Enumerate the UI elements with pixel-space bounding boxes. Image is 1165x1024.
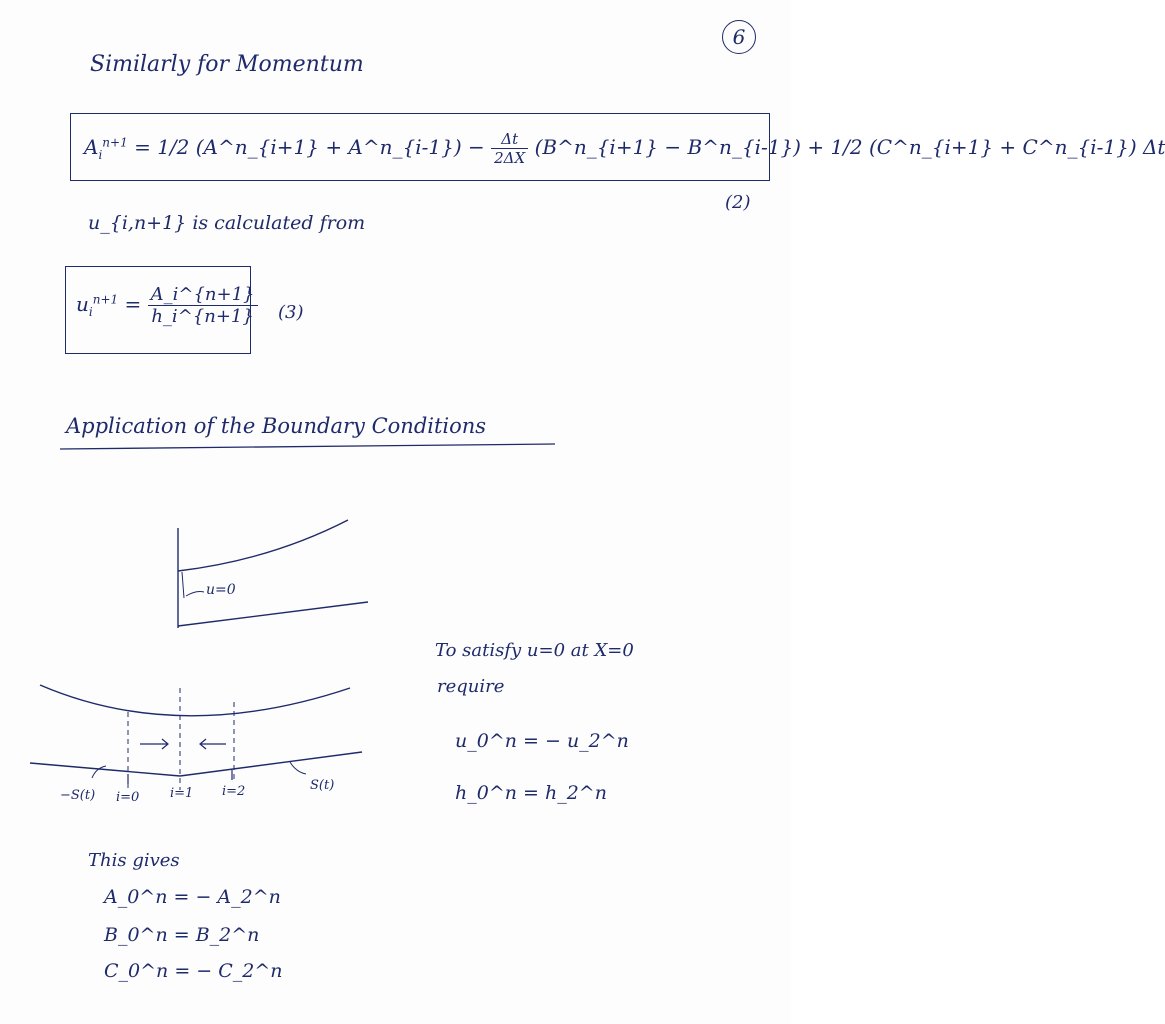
eq3-equals: = bbox=[124, 292, 142, 316]
eq2-half-2: 1/2 bbox=[830, 135, 863, 159]
diagram1-arrow bbox=[186, 592, 204, 597]
gives-eq-c: C_0^n = − C_2^n bbox=[104, 960, 283, 982]
page-number: 6 bbox=[722, 20, 756, 54]
bc-equation-1: u_0^n = − u_2^n bbox=[455, 730, 629, 752]
eq2-lhs-sup: n+1 bbox=[102, 135, 128, 150]
eq3-den: h_i^{n+1} bbox=[151, 306, 254, 327]
label-s: S(t) bbox=[310, 778, 335, 793]
equation-3-label: (3) bbox=[278, 302, 304, 323]
diagram-1 bbox=[178, 520, 368, 628]
leader-left bbox=[92, 766, 106, 778]
eq2-frac-num: Δt bbox=[491, 130, 528, 149]
eq2-equals: = bbox=[134, 135, 151, 159]
diagram1-bed-line bbox=[178, 602, 368, 626]
diagram1-tick bbox=[182, 572, 184, 598]
leader-right bbox=[290, 762, 306, 774]
eq2-plus: + bbox=[807, 135, 825, 159]
equation-2-label: (2) bbox=[725, 192, 751, 213]
heading-boundary: Application of the Boundary Conditions bbox=[66, 414, 487, 438]
label-i2: i=2 bbox=[222, 784, 246, 799]
label-minus-s: −S(t) bbox=[60, 788, 96, 803]
gives-eq-a: A_0^n = − A_2^n bbox=[104, 886, 281, 908]
eq2-term-3: (C^n_{i+1} + C^n_{i-1}) Δt bbox=[869, 135, 1165, 159]
u-calculated-text: u_{i,n+1} is calculated from bbox=[88, 212, 366, 234]
diagram1-surface-curve bbox=[178, 520, 348, 571]
diagram2-bed-right bbox=[180, 752, 362, 776]
eq3-lhs-sub: i bbox=[88, 305, 93, 319]
eq2-term-1: (A^n_{i+1} + A^n_{i-1}) bbox=[195, 135, 462, 159]
label-i1: i=1 bbox=[170, 786, 194, 801]
require-text-1: To satisfy u=0 at X=0 bbox=[435, 640, 634, 661]
diagram2-surface-curve bbox=[40, 685, 350, 716]
eq2-minus: − bbox=[468, 135, 485, 159]
eq2-term-2: (B^n_{i+1} − B^n_{i-1}) bbox=[534, 135, 801, 159]
eq2-half-1: 1/2 bbox=[157, 135, 190, 159]
bc-equation-2: h_0^n = h_2^n bbox=[455, 782, 607, 804]
diagram2-bed-left bbox=[30, 763, 180, 776]
diagram1-label: u=0 bbox=[206, 582, 236, 598]
eq2-lhs: A bbox=[84, 135, 99, 159]
heading-underline bbox=[60, 444, 555, 449]
eq3-lhs: u bbox=[76, 292, 89, 316]
eq2-frac-den: 2ΔX bbox=[494, 149, 526, 167]
label-i0: i=0 bbox=[116, 790, 140, 805]
eq2-lhs-sub: i bbox=[98, 148, 103, 162]
heading-momentum: Similarly for Momentum bbox=[90, 52, 364, 77]
eq3-lhs-sup: n+1 bbox=[92, 292, 119, 307]
gives-text: This gives bbox=[88, 850, 180, 871]
require-text-2: require bbox=[437, 676, 505, 697]
diagram-2 bbox=[30, 685, 362, 790]
gives-eq-b: B_0^n = B_2^n bbox=[104, 924, 260, 946]
eq3-num: A_i^{n+1} bbox=[148, 284, 258, 306]
